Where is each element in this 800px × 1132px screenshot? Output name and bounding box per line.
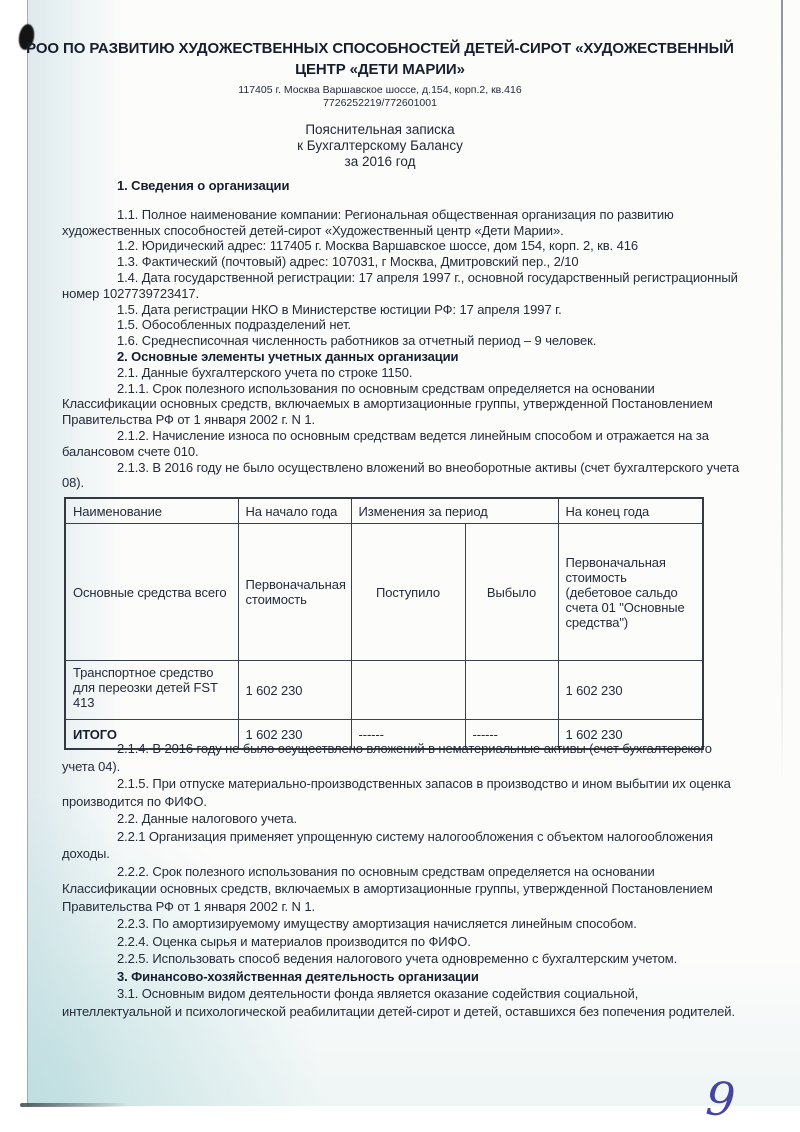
cell-vehicle-received bbox=[351, 661, 465, 720]
fixed-assets-table bbox=[64, 497, 704, 750]
cell-vehicle-end: 1 602 230 bbox=[558, 661, 703, 720]
para-2-2-3: 2.2.3. По амортизируемому имуществу амортизация начисляется линейным способом. bbox=[117, 916, 637, 931]
subheader-received: Поступило bbox=[351, 524, 465, 661]
table-header-row bbox=[65, 498, 703, 524]
letterhead bbox=[20, 38, 740, 110]
col-header-year-end: На конец года bbox=[558, 498, 703, 524]
cell-total-end: 1 602 230 bbox=[558, 720, 703, 750]
cell-total-received: ------ bbox=[351, 720, 465, 750]
col-header-name: Наименование bbox=[65, 498, 238, 524]
para-2-1-3: 2.1.3. В 2016 году не было осуществлено вложений во внеоборотные активы (счет бухгалтерского учета 08). bbox=[62, 459, 740, 491]
col-header-year-start: На начало года bbox=[238, 498, 351, 524]
bottom-page-edge bbox=[20, 1103, 130, 1107]
subheader-retired: Выбыло bbox=[465, 524, 558, 661]
para-1-3: 1.3. Фактический (почтовый) адрес: 107031, г Москва, Дмитровский пер., 2/10 bbox=[117, 254, 579, 270]
para-3-1: 3.1. Основным видом деятельности фонда является оказание содействия социальной, интеллектуальной и психологической реабилитации детей-сирот и детей, оставшихся без попечения родителей. bbox=[62, 986, 735, 1019]
handwritten-page-number: 9 bbox=[704, 1071, 738, 1127]
para-1-1: 1.1. Полное наименование компании: Региональная общественная организация по развитию художественных способностей детей-сирот «Художественный центр «Дети Марии». bbox=[62, 206, 674, 238]
org-address: 117405 г. Москва Варшавское шоссе, д.154, корп.2, кв.416 bbox=[238, 84, 522, 96]
para-1-4: 1.4. Дата государственной регистрации: 17 апреля 1997 г., основной государственный регистрационный номер 1027739723417. bbox=[62, 269, 738, 301]
right-fold-line bbox=[781, 0, 783, 800]
cell-vehicle-retired bbox=[465, 661, 558, 720]
para-2-1-4: 2.1.4. В 2016 году не было осуществлено вложений в нематериальные активы (счет бухгалтерского учета 04). bbox=[62, 741, 712, 774]
left-margin-strip bbox=[0, 0, 27, 1132]
text-after-table bbox=[62, 740, 740, 1020]
section-1-heading: 1. Сведения о организации bbox=[117, 178, 290, 193]
title-line-2: к Бухгалтерскому Балансу bbox=[297, 138, 463, 153]
para-2-2-2: 2.2.2. Срок полезного использования по основным средствам определяется на основании Классификации основных средств, включаемых в амортизационные группы, утвержденной Постановлением Правительства РФ от 1 января 2002 г. N 1. bbox=[62, 863, 713, 914]
section-3-heading: 3. Финансово-хозяйственная деятельность организации bbox=[117, 968, 479, 984]
para-2-1-5: 2.1.5. При отпуске материально-производственных запасов в производство и ином выбытии их оценка производится по ФИФО. bbox=[62, 776, 731, 809]
cell-total-retired: ------ bbox=[465, 720, 558, 750]
para-1-6: 1.6. Среднесписочная численность работников за отчетный период – 9 человек. bbox=[117, 333, 597, 349]
para-1-5a: 1.5. Дата регистрации НКО в Министерстве юстиции РФ: 17 апреля 1997 г. bbox=[117, 301, 562, 317]
cell-total-begin: 1 602 230 bbox=[238, 720, 351, 750]
subheader-initial-cost-end: Первоначальная стоимость (дебетовое сальдо счета 01 "Основные средства") bbox=[558, 524, 703, 661]
para-2-1-1: 2.1.1. Срок полезного использования по основным средствам определяется на основании Классификации основных средств, включаемых в амортизационные группы, утвержденной Постановлением Правительства РФ от 1 января 2002 г. N 1. bbox=[62, 380, 713, 428]
table-subheader-row bbox=[65, 524, 703, 661]
section-2-heading: 2. Основные элементы учетных данных организации bbox=[117, 348, 459, 364]
org-name-line1: РОО ПО РАЗВИТИЮ ХУДОЖЕСТВЕННЫХ СПОСОБНОСТЕЙ ДЕТЕЙ-СИРОТ «ХУДОЖЕСТВЕННЫЙ bbox=[26, 40, 734, 57]
para-1-2: 1.2. Юридический адрес: 117405 г. Москва Варшавское шоссе, дом 154, корп. 2, кв. 416 bbox=[117, 238, 638, 254]
cell-vehicle-name: Транспортное средство для переозки детей FST 413 bbox=[65, 661, 238, 720]
para-1-5b: 1.5. Обособленных подразделений нет. bbox=[117, 317, 352, 333]
para-2-1-2: 2.1.2. Начисление износа по основным средствам ведется линейным способом и отражается на за балансовом счете 010. bbox=[62, 427, 709, 459]
table-row-vehicle bbox=[65, 661, 703, 720]
cell-total-label: ИТОГО bbox=[65, 720, 238, 750]
para-2-2: 2.2. Данные налогового учета. bbox=[117, 811, 298, 826]
col-header-period-changes: Изменения за период bbox=[351, 498, 558, 524]
cell-vehicle-begin: 1 602 230 bbox=[238, 661, 351, 720]
org-name-line2: ЦЕНТР «ДЕТИ МАРИИ» bbox=[295, 61, 465, 78]
title-line-3: за 2016 год bbox=[344, 154, 416, 169]
para-2-2-1: 2.2.1 Организация применяет упрощенную систему налогообложения с объектом налогообложения доходы. bbox=[62, 828, 713, 861]
text-before-table bbox=[62, 178, 740, 491]
subheader-initial-cost: Первоначальная стоимость bbox=[238, 524, 351, 661]
para-2-1: 2.1. Данные бухгалтерского учета по строке 1150. bbox=[117, 364, 413, 380]
para-2-2-5: 2.2.5. Использовать способ ведения налогового учета одновременно с бухгалтерским учетом. bbox=[117, 951, 678, 966]
document-title bbox=[60, 122, 700, 170]
org-tax-ids: 7726252219/772601001 bbox=[323, 97, 437, 109]
subheader-assets-total: Основные средства всего bbox=[65, 524, 238, 661]
para-2-2-4: 2.2.4. Оценка сырья и материалов производится по ФИФО. bbox=[117, 933, 471, 949]
title-line-1: Пояснительная записка bbox=[305, 122, 455, 137]
